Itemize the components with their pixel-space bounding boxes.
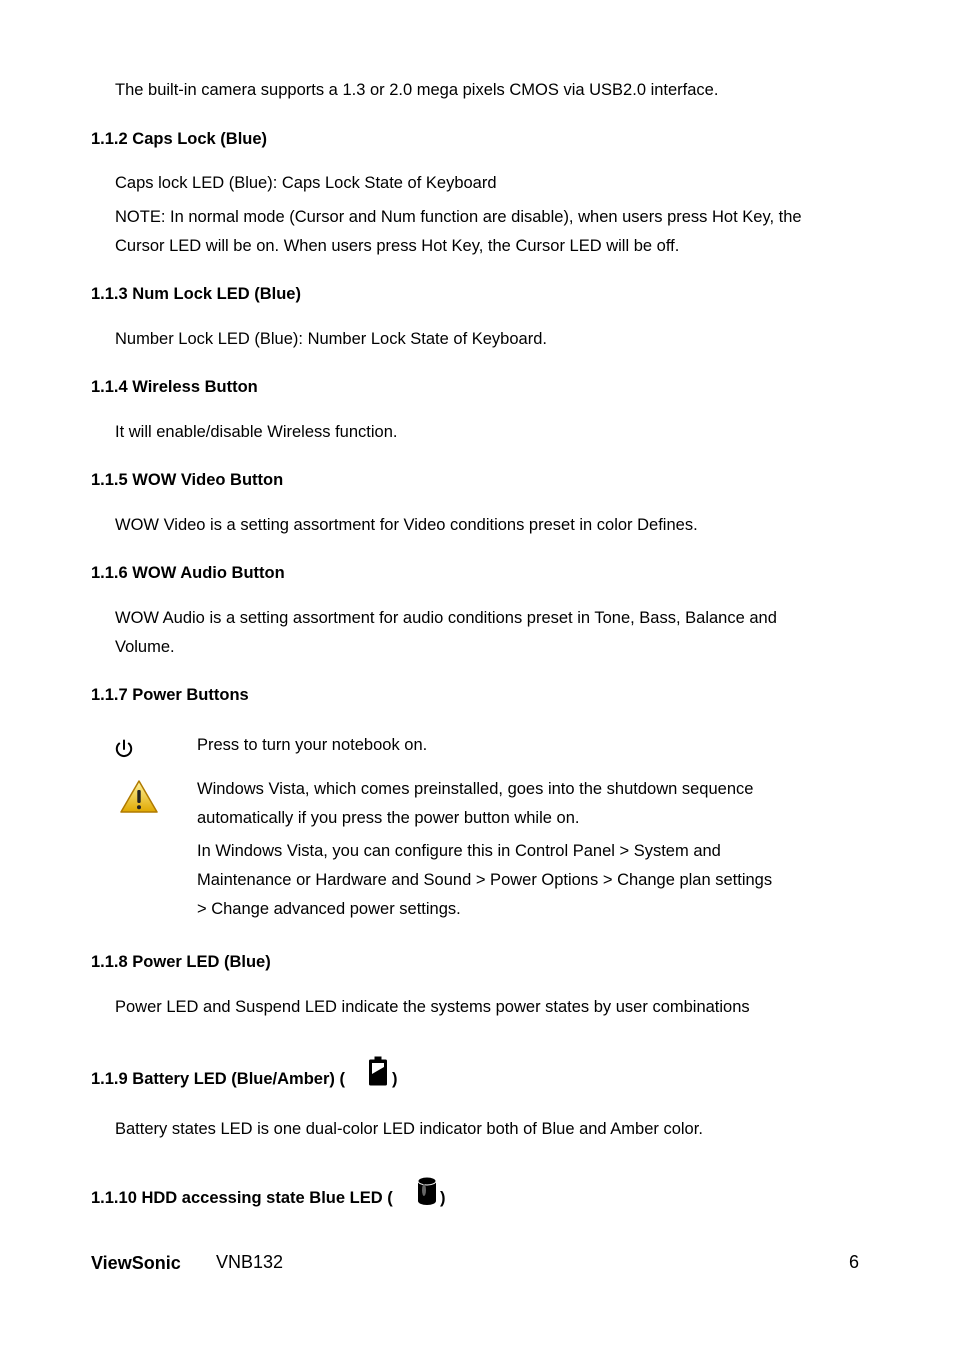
- wireless-text: It will enable/disable Wireless function.: [115, 423, 398, 441]
- hdd-led-heading: 1.1.10 HDD accessing state Blue LED (: [91, 1189, 393, 1207]
- wireless-heading: 1.1.4 Wireless Button: [91, 378, 258, 396]
- wow-audio-text-line-1: WOW Audio is a setting assortment for audio conditions preset in Tone, Bass, Balance and: [115, 609, 777, 627]
- battery-icon: [368, 1056, 388, 1086]
- power-warning-line-1: Windows Vista, which comes preinstalled, goes into the shutdown sequence: [197, 780, 754, 798]
- power-warning-line-2: automatically if you press the power button while on.: [197, 809, 580, 827]
- battery-led-heading-close: ): [392, 1070, 398, 1088]
- hdd-led-heading-close: ): [440, 1189, 446, 1207]
- power-icon: [113, 738, 135, 760]
- footer-model: VNB132: [216, 1252, 284, 1272]
- caps-lock-heading: 1.1.2 Caps Lock (Blue): [91, 130, 268, 148]
- footer-brand: ViewSonic: [91, 1253, 181, 1273]
- intro-paragraph: The built-in camera supports a 1.3 or 2.0 mega pixels CMOS via USB2.0 interface.: [115, 81, 719, 99]
- wow-audio-text-line-2: Volume.: [115, 638, 175, 656]
- battery-led-text: Battery states LED is one dual-color LED indicator both of Blue and Amber color.: [115, 1120, 703, 1138]
- power-config-line-2: Maintenance or Hardware and Sound > Power Options > Change plan settings: [197, 871, 773, 889]
- power-config-line-1: In Windows Vista, you can configure this in Control Panel > System and: [197, 842, 721, 860]
- battery-led-heading: 1.1.9 Battery LED (Blue/Amber) (: [91, 1070, 345, 1088]
- wow-video-heading: 1.1.5 WOW Video Button: [91, 471, 284, 489]
- num-lock-heading: 1.1.3 Num Lock LED (Blue): [91, 285, 301, 303]
- wow-video-text: WOW Video is a setting assortment for Video conditions preset in color Defines.: [115, 516, 698, 534]
- caps-lock-note-line-1: NOTE: In normal mode (Cursor and Num function are disable), when users press Hot Key, the: [115, 208, 802, 226]
- caps-lock-note-line-2: Cursor LED will be on. When users press Hot Key, the Cursor LED will be off.: [115, 237, 680, 255]
- page-number: 6: [849, 1252, 860, 1272]
- num-lock-text: Number Lock LED (Blue): Number Lock State of Keyboard.: [115, 330, 547, 348]
- power-press-text: Press to turn your notebook on.: [197, 736, 428, 754]
- wow-audio-heading: 1.1.6 WOW Audio Button: [91, 564, 285, 582]
- power-led-text: Power LED and Suspend LED indicate the systems power states by user combinations: [115, 998, 750, 1016]
- power-led-heading: 1.1.8 Power LED (Blue): [91, 953, 271, 971]
- power-buttons-heading: 1.1.7 Power Buttons: [91, 686, 249, 704]
- warning-icon: [118, 778, 160, 816]
- power-config-line-3: > Change advanced power settings.: [197, 900, 461, 918]
- hdd-icon: [416, 1175, 438, 1207]
- caps-lock-text: Caps lock LED (Blue): Caps Lock State of Keyboard: [115, 174, 497, 192]
